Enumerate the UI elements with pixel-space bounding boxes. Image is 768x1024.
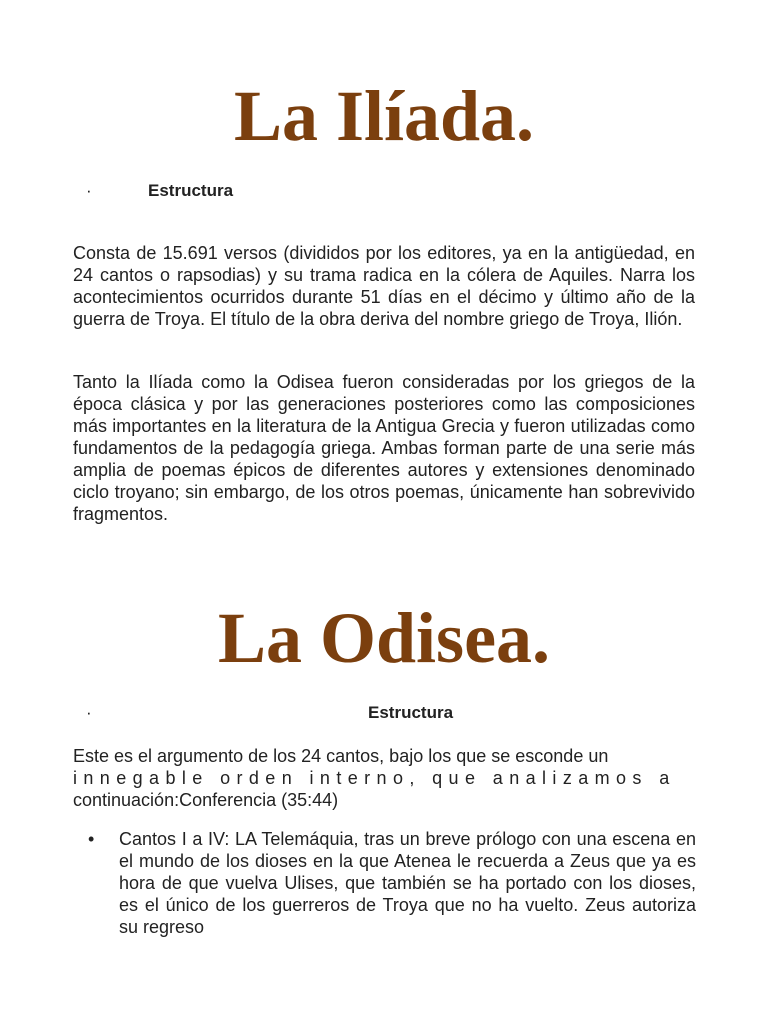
odisea-section-heading <box>86 703 646 723</box>
iliada-title: La Ilíada. <box>233 76 535 156</box>
heading-bullet: · <box>86 703 92 722</box>
intro-line-2: innegable orden interno, que analizamos a <box>73 768 676 788</box>
iliada-paragraph-2: Tanto la Ilíada como la Odisea fueron consideradas por los griegos de la época clásica y por las generaciones posteriores como las composiciones más importantes en la literatura de la Antigua Grecia y fueron utilizadas como fundamentos de la pedagogía griega. Ambas forman parte de una serie más amplia de poemas épicos de diferentes autores y extensiones denominado ciclo troyano; sin embargo, de los otros poemas, únicamente han sobrevivido fragmentos. <box>73 372 695 524</box>
heading-label: Estructura <box>368 703 454 722</box>
cantos-list <box>88 828 696 938</box>
list-item <box>88 828 696 938</box>
heading-label: Estructura <box>148 181 234 200</box>
list-item-text: Cantos I a IV: LA Telemáquia, tras un breve prólogo con una escena en el mundo de los dioses en la que Atenea le recuerda a Zeus que ya es hora de que vuelva Ulises, que también se ha portado con los dioses, es el único de los guerreros de Troya que no ha vuelto. Zeus autoriza su regreso <box>119 829 696 937</box>
heading-bullet: · <box>86 181 92 200</box>
odisea-title: La Odisea. <box>217 598 551 678</box>
iliada-paragraph-1: Consta de 15.691 versos (divididos por los editores, ya en la antigüedad, en 24 cantos o rapsodias) y su trama radica en la cólera de Aquiles. Narra los acontecimientos ocurridos durante 51 días en el décimo y último año de la guerra de Troya. El título de la obra deriva del nombre griego de Troya, Ilión. <box>73 243 695 329</box>
odisea-intro-paragraph <box>73 745 695 811</box>
intro-line-3: continuación:Conferencia (35:44) <box>73 790 339 810</box>
iliada-section-heading <box>86 181 233 201</box>
intro-line-1: Este es el argumento de los 24 cantos, bajo los que se esconde un <box>73 746 609 766</box>
bullet-marker: • <box>88 829 95 849</box>
